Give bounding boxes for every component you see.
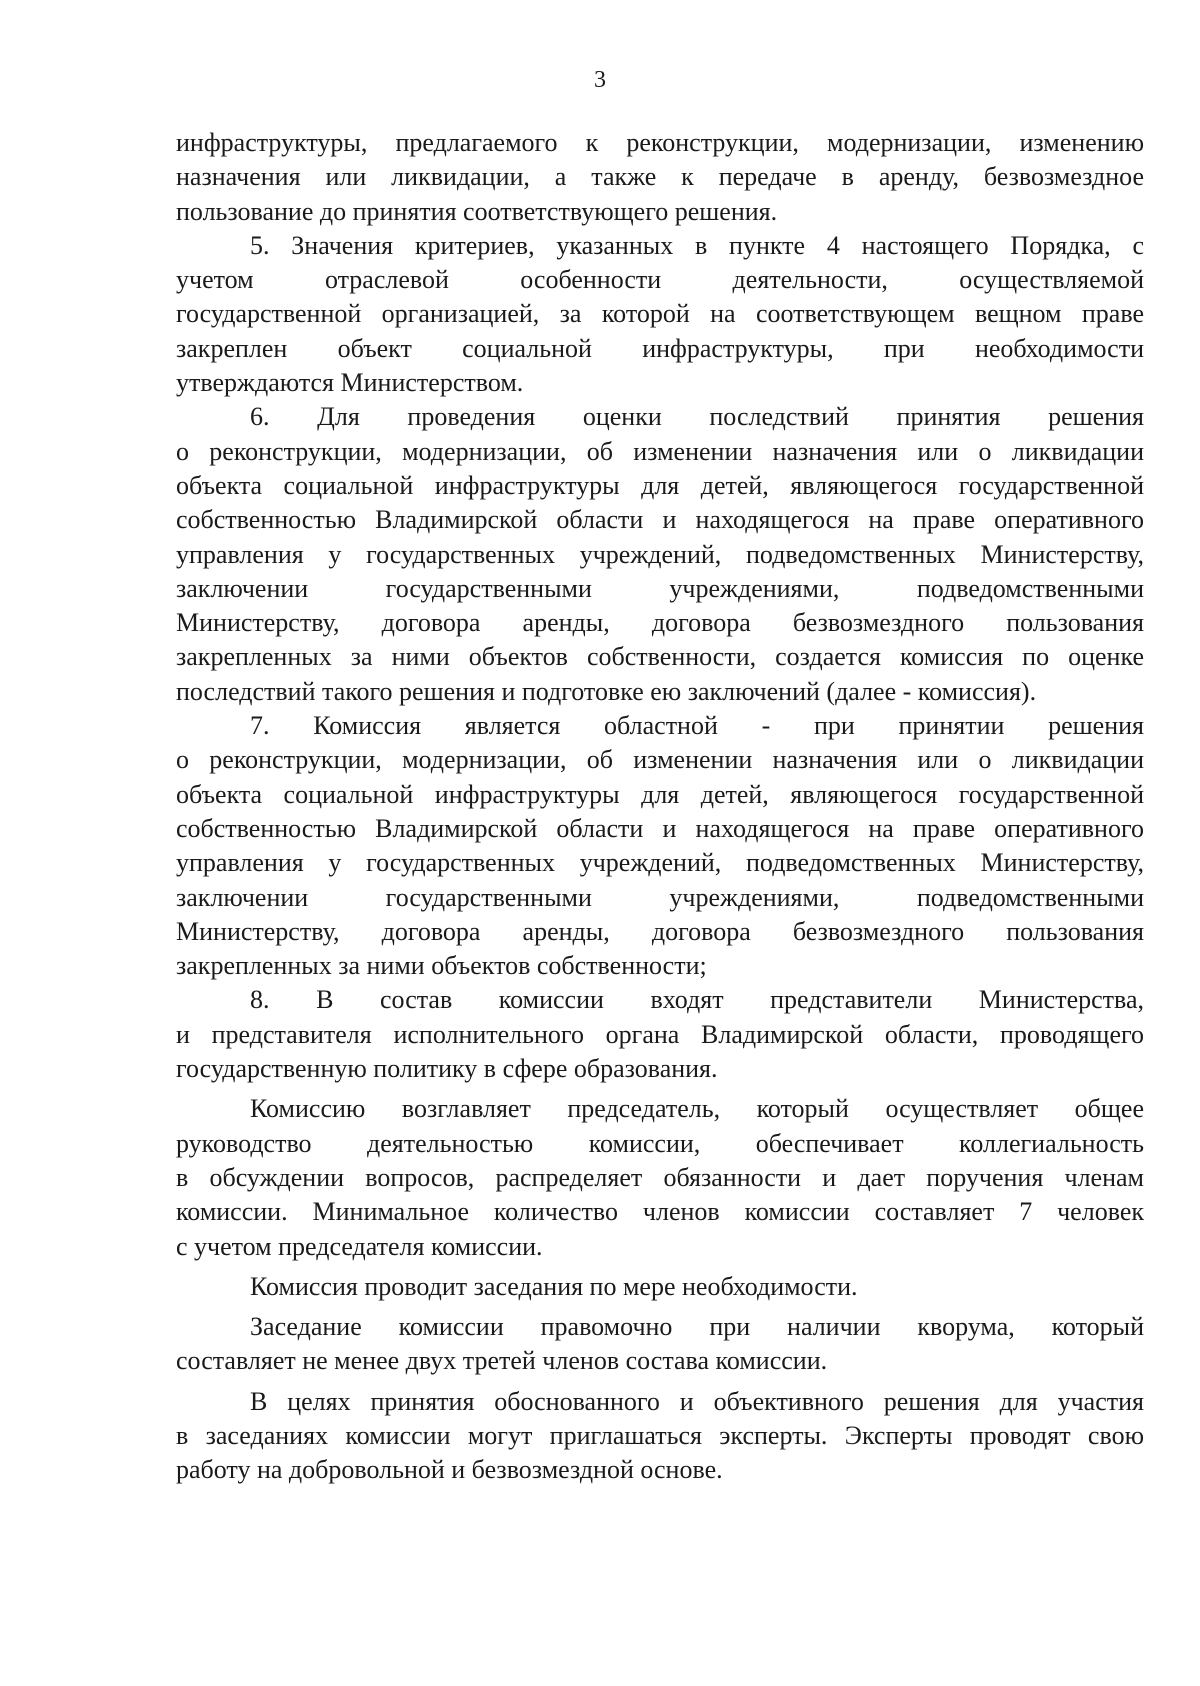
text-line: составляет не менее двух третей членов состава комиссии. bbox=[176, 1346, 828, 1376]
paragraph bbox=[176, 400, 1144, 709]
paragraph bbox=[176, 1385, 1144, 1488]
text-line: В целях принятия обоснованного и объективного решения для участия bbox=[250, 1386, 1144, 1416]
text-line: 7. Комиссия является областной - при принятии решения bbox=[250, 711, 1144, 741]
paragraph bbox=[176, 126, 1144, 229]
text-line: собственностью Владимирской области и находящегося на праве оперативного bbox=[176, 813, 1144, 843]
text-line: Министерству, договора аренды, договора безвозмездного пользования bbox=[176, 608, 1144, 638]
text-line: государственной организацией, за которой на соответствующем вещном праве bbox=[176, 299, 1144, 329]
paragraph bbox=[176, 709, 1144, 983]
text-line: государственную политику в сфере образования. bbox=[176, 1054, 718, 1084]
text-line: собственностью Владимирской области и находящегося на праве оперативного bbox=[176, 505, 1144, 535]
text-line: утверждаются Министерством. bbox=[176, 368, 524, 398]
text-line: 5. Значения критериев, указанных в пункте 4 настоящего Порядка, с bbox=[250, 230, 1144, 260]
text-line: закрепленных за ними объектов собственности, создается комиссия по оценке bbox=[176, 642, 1144, 672]
text-line: закрепленных за ними объектов собственности; bbox=[176, 951, 707, 981]
paragraph bbox=[176, 1092, 1144, 1263]
text-line: управления у государственных учреждений, подведомственных Министерству, bbox=[176, 539, 1144, 569]
paragraph bbox=[176, 229, 1144, 400]
text-line: заключении государственными учреждениями, подведомственными bbox=[176, 573, 1144, 603]
text-line: объекта социальной инфраструктуры для детей, являющегося государственной bbox=[176, 779, 1144, 809]
text-line: Министерству, договора аренды, договора безвозмездного пользования bbox=[176, 916, 1144, 946]
text-line: заключении государственными учреждениями, подведомственными bbox=[176, 882, 1144, 912]
text-line: о реконструкции, модернизации, об изменении назначения или о ликвидации bbox=[176, 436, 1144, 466]
text-line: управления у государственных учреждений, подведомственных Министерству, bbox=[176, 848, 1144, 878]
text-line: руководство деятельностью комиссии, обеспечивает коллегиальность bbox=[176, 1128, 1144, 1158]
text-line: назначения или ликвидации, а также к передаче в аренду, безвозмездное bbox=[176, 162, 1144, 192]
page-number: 3 bbox=[594, 67, 606, 93]
text-line: Заседание комиссии правомочно при наличии кворума, который bbox=[250, 1312, 1144, 1342]
text-line: о реконструкции, модернизации, об изменении назначения или о ликвидации bbox=[176, 745, 1144, 775]
text-line: и представителя исполнительного органа Владимирской области, проводящего bbox=[176, 1019, 1144, 1049]
text-line: инфраструктуры, предлагаемого к реконструкции, модернизации, изменению bbox=[176, 128, 1144, 157]
text-line: работу на добровольной и безвозмездной основе. bbox=[176, 1455, 723, 1485]
text-line: с учетом председателя комиссии. bbox=[176, 1231, 543, 1261]
text-line: пользование до принятия соответствующего решения. bbox=[176, 196, 778, 226]
paragraph bbox=[176, 1310, 1144, 1379]
paragraph bbox=[176, 1270, 1144, 1304]
text-line: объекта социальной инфраструктуры для детей, являющегося государственной bbox=[176, 470, 1144, 500]
text-line: комиссии. Минимальное количество членов комиссии составляет 7 человек bbox=[176, 1197, 1144, 1227]
paragraph bbox=[176, 983, 1144, 1086]
text-line: последствий такого решения и подготовке ею заключений (далее - комиссия). bbox=[176, 676, 1037, 706]
text-line: Комиссию возглавляет председатель, который осуществляет общее bbox=[250, 1094, 1144, 1124]
text-line: Комиссия проводит заседания по мере необходимости. bbox=[250, 1271, 858, 1301]
text-line: 8. В состав комиссии входят представители Министерства, bbox=[250, 985, 1144, 1015]
document-body bbox=[176, 126, 1144, 1488]
text-line: 6. Для проведения оценки последствий принятия решения bbox=[250, 402, 1144, 432]
text-line: учетом отраслевой особенности деятельности, осуществляемой bbox=[176, 265, 1144, 295]
text-line: закреплен объект социальной инфраструктуры, при необходимости bbox=[176, 333, 1144, 363]
text-line: в обсуждении вопросов, распределяет обязанности и дает поручения членам bbox=[176, 1162, 1144, 1192]
text-line: в заседаниях комиссии могут приглашаться эксперты. Эксперты проводят свою bbox=[176, 1420, 1144, 1450]
